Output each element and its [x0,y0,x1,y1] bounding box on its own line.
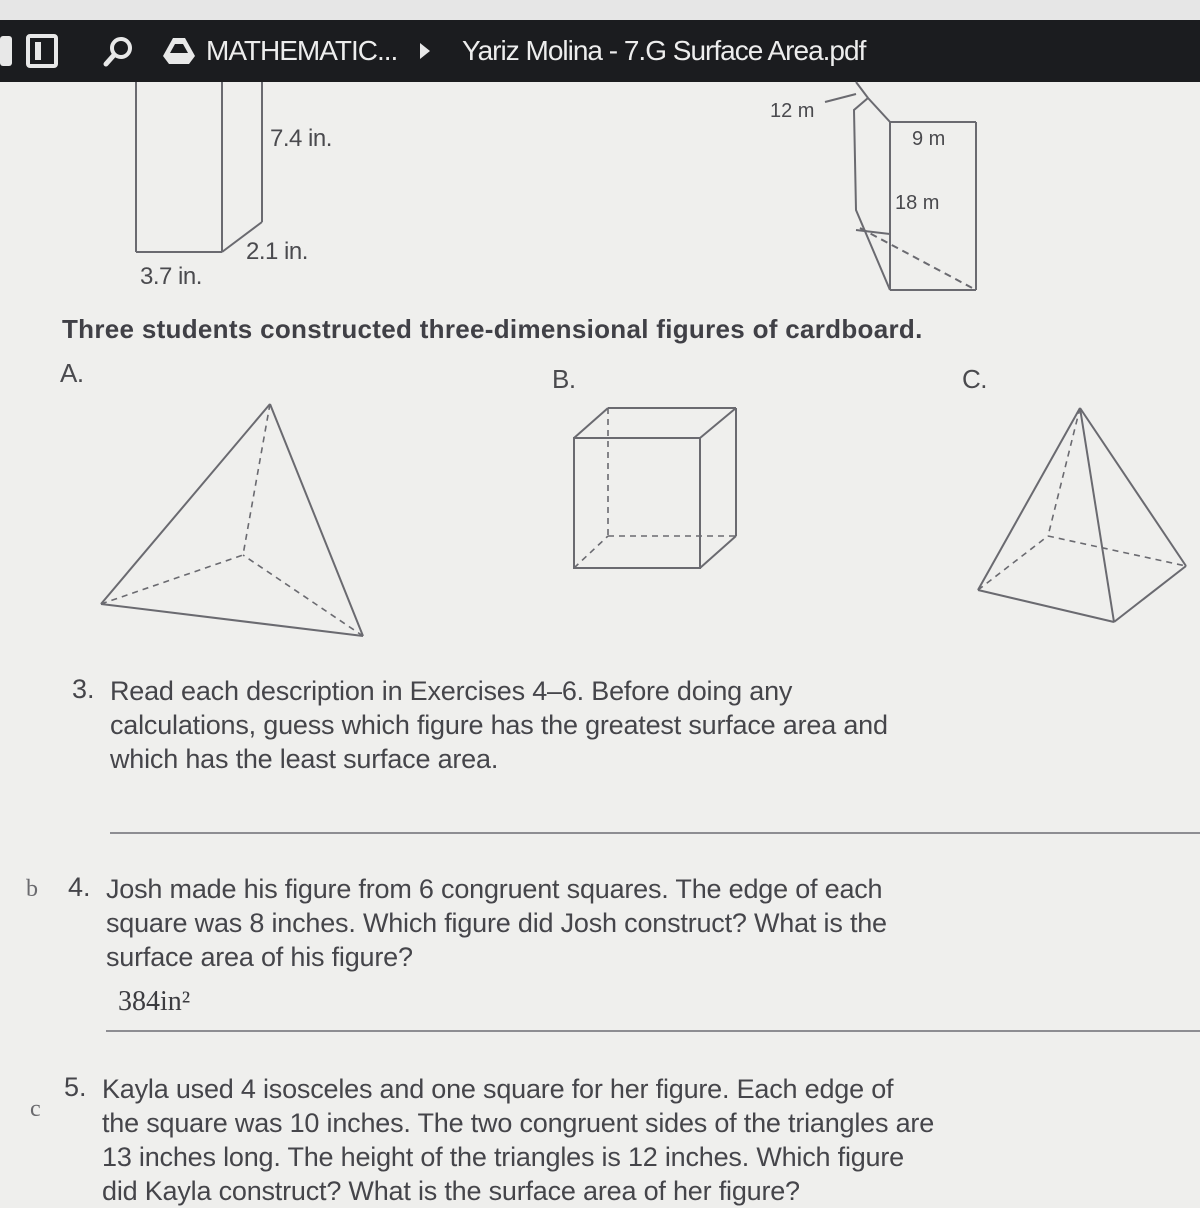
question-3-line-3: which has the least surface area. [110,744,499,774]
google-drive-icon [162,20,196,82]
figure-label-a: A. [60,358,84,388]
question-4-line-1: Josh made his figure from 6 congruent squares. The edge of each [106,874,883,904]
question-5-text [102,1072,1192,1208]
question-4-number: 4. [68,872,91,902]
question-3-answer-line[interactable] [110,832,1200,834]
figure-label-c: C. [962,364,987,394]
rectangular-prism-figure [130,82,280,257]
tri-prism-height-label: 18 m [895,192,940,214]
prism-width-label: 3.7 in. [140,263,202,290]
breadcrumb-chevron-icon [418,20,432,82]
question-5-line-3: 13 inches long. The height of the triangles is 12 inches. Which figure [102,1142,904,1172]
question-5-margin-letter: c [30,1096,41,1122]
question-3-line-1: Read each description in Exercises 4–6. Before doing any [110,676,793,706]
document-title: Yariz Molina - 7.G Surface Area.pdf [462,35,866,66]
tri-prism-length-label: 12 m [770,100,815,122]
figure-label-b: B. [552,364,576,394]
question-4-line-2: square was 8 inches. Which figure did Josh construct? What is the [106,908,887,938]
question-5-line-2: the square was 10 inches. The two congruent sides of the triangles are [102,1108,935,1138]
question-5-line-1: Kayla used 4 isosceles and one square for her figure. Each edge of [102,1074,894,1104]
prism-height-label: 7.4 in. [270,125,332,152]
square-pyramid-figure [972,404,1192,629]
question-4-answer-line[interactable] [106,1030,1200,1032]
question-5-number: 5. [64,1072,87,1102]
question-4-answer: 384in² [118,986,191,1017]
cube-figure [568,404,748,574]
question-3-line-2: calculations, guess which figure has the greatest surface area and [110,710,888,740]
question-5-line-4: did Kayla construct? What is the surface area of her figure? [102,1176,800,1206]
triangular-pyramid-figure [95,400,375,640]
prism-depth-label: 2.1 in. [246,238,308,265]
search-icon[interactable] [102,20,136,82]
breadcrumb-folder[interactable]: MATHEMATIC... [206,35,398,66]
question-4-line-3: surface area of his figure? [106,942,413,972]
tri-prism-side-label: 9 m [912,128,946,150]
question-4-margin-letter: b [26,876,38,902]
pdf-page [0,82,1200,1206]
viewer-toolbar [0,20,1200,82]
section-heading: Three students constructed three-dimensional figures of cardboard. [62,314,923,344]
triangular-prism-figure [820,82,990,297]
question-3-number: 3. [72,674,95,704]
question-4-text [106,872,1186,974]
window-top-strip [0,0,1200,20]
sidebar-toggle-icon[interactable] [0,20,64,82]
question-3-text [110,674,1170,776]
